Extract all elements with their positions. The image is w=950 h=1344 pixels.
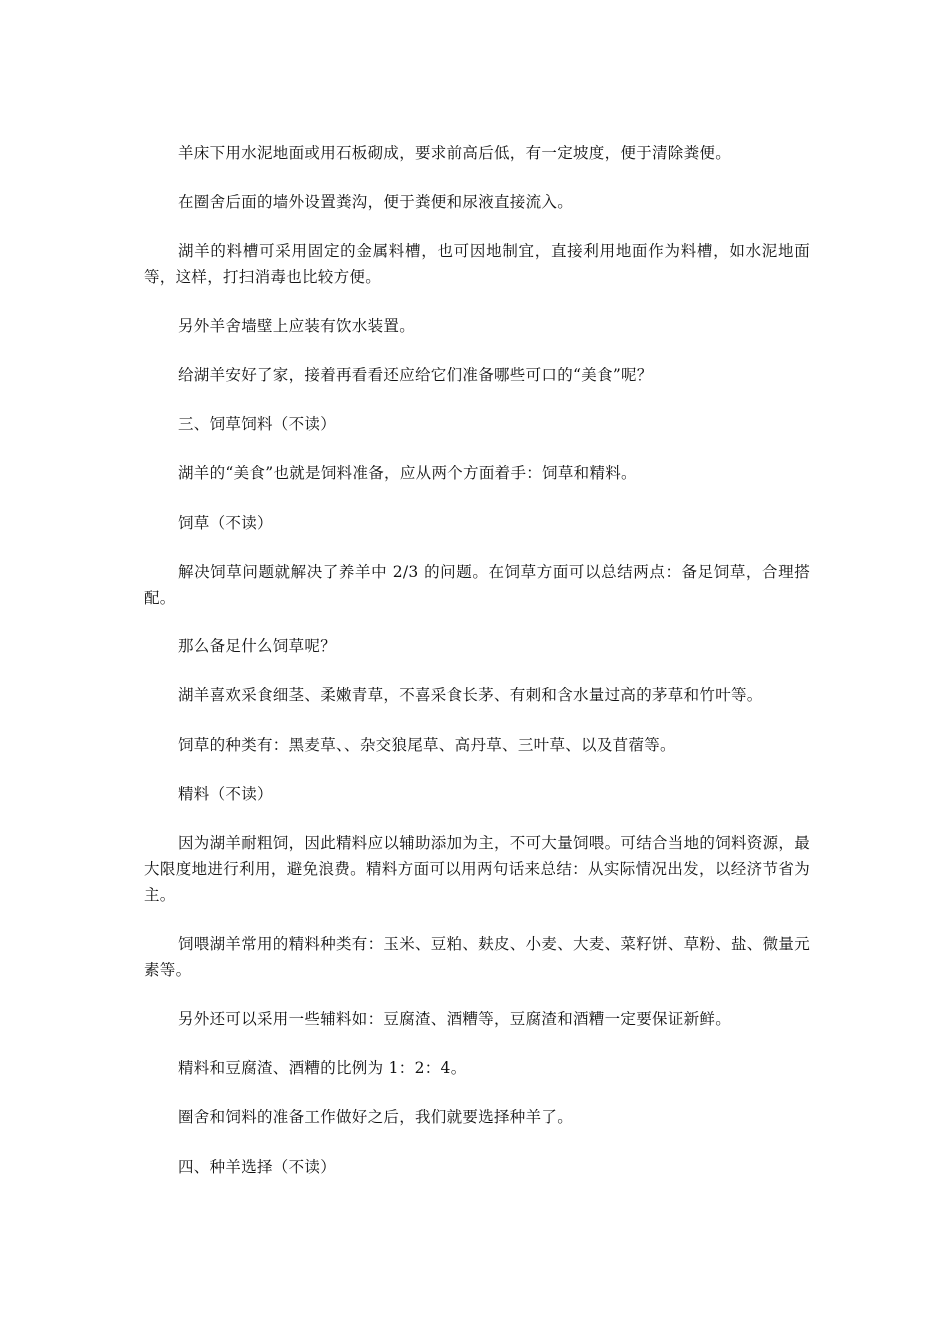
paragraph-water-device: 另外羊舍墙壁上应装有饮水装置。 (178, 317, 416, 335)
paragraph-forage-problem: 解决饲草问题就解决了养羊中 2/3 的问题。在饲草方面可以总结两点：备足饲草，合理搭配。 (144, 563, 810, 607)
paragraph-forage-types: 饲草的种类有：黑麦草、、杂交狼尾草、高丹草、三叶草、以及苜蓿等。 (178, 736, 676, 754)
paragraph-concentrate-types: 饲喂湖羊常用的精料种类有：玉米、豆粕、麸皮、小麦、大麦、菜籽饼、草粉、盐、微量元素等。 (144, 935, 811, 979)
paragraph-food-intro: 给湖羊安好了家，接着再看看还应给它们准备哪些可口的“美食”呢？ (178, 366, 653, 384)
section-heading-forage-feed: 三、饲草饲料（不读） (178, 415, 337, 433)
subheading-forage: 饲草（不读） (178, 514, 273, 532)
paragraph-select-breeding: 圈舍和饲料的准备工作做好之后，我们就要选择种羊了。 (178, 1108, 574, 1126)
section-heading-breeding-selection: 四、种羊选择（不读） (178, 1158, 337, 1176)
paragraph-concentrate-principle: 因为湖羊耐粗饲，因此精料应以辅助添加为主，不可大量饲喂。可结合当地的饲料资源，最大限度地进行利用，避免浪费。精料方面可以用两句话来总结：从实际情况出发，以经济节省为主。 (144, 834, 811, 904)
paragraph-auxiliary-feed: 另外还可以采用一些辅料如：豆腐渣、酒糟等，豆腐渣和酒糟一定要保证新鲜。 (178, 1010, 732, 1028)
paragraph-feed-trough: 湖羊的料槽可采用固定的金属料槽，也可因地制宜，直接利用地面作为料槽，如水泥地面等，这样，打扫消毒也比较方便。 (144, 242, 810, 286)
paragraph-forage-preference: 湖羊喜欢采食细茎、柔嫩青草，不喜采食长茅、有刺和含水量过高的茅草和竹叶等。 (178, 686, 763, 704)
paragraph-manure-ditch: 在圈舍后面的墙外设置粪沟，便于粪便和尿液直接流入。 (178, 193, 574, 211)
paragraph-feed-preparation: 湖羊的“美食”也就是饲料准备，应从两个方面着手：饲草和精料。 (178, 464, 637, 482)
paragraph-which-forage: 那么备足什么饲草呢？ (178, 637, 337, 655)
paragraph-feed-ratio: 精料和豆腐渣、酒糟的比例为 1：2：4。 (178, 1059, 467, 1077)
subheading-concentrate: 精料（不读） (178, 785, 273, 803)
paragraph-sheep-bed-floor: 羊床下用水泥地面或用石板砌成，要求前高后低，有一定坡度，便于清除粪便。 (178, 144, 732, 162)
